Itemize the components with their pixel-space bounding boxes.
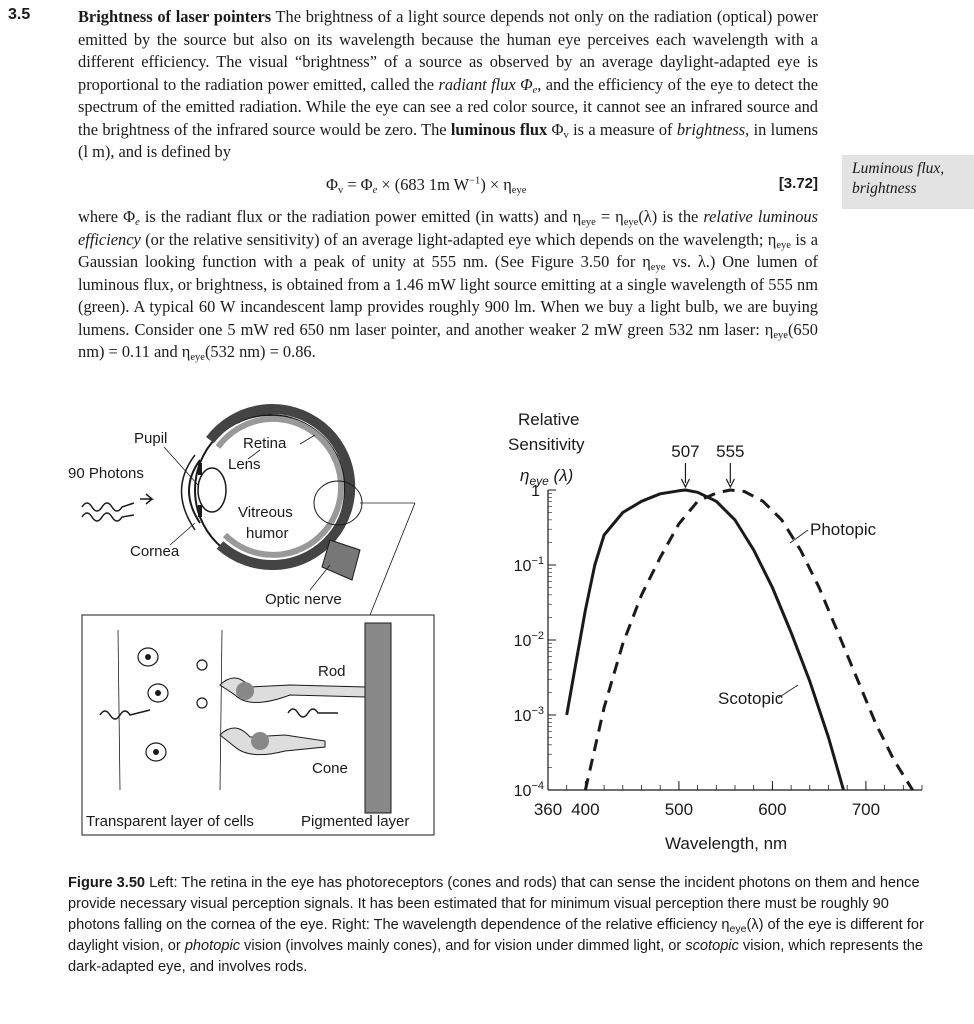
text-sub: eye — [581, 217, 596, 228]
y-tick-base: 10 — [513, 633, 532, 650]
equation — [326, 175, 526, 195]
eye-retina-diagram — [60, 395, 450, 840]
y-tick-exp: −3 — [531, 705, 544, 717]
label-vitreous-1: Vitreous — [238, 504, 293, 521]
text-span: (λ) is the — [638, 207, 704, 226]
problem-paragraph-1 — [78, 6, 818, 164]
label-retina: Retina — [243, 435, 287, 452]
photons-wave-icon — [82, 494, 152, 521]
bold-term: luminous flux — [450, 119, 548, 139]
eq-sup: −1 — [469, 175, 481, 187]
y-tick-base: 10 — [513, 708, 532, 725]
x-tick-label: 500 — [664, 800, 694, 819]
label-transparent-layer: Transparent layer of cells — [86, 813, 254, 830]
label-vitreous-2: humor — [246, 525, 289, 542]
chart-ylabel-1: Relative — [518, 410, 580, 429]
text-sub: e — [135, 217, 140, 228]
x-tick-label: 400 — [571, 800, 600, 819]
problem-number: 3.5 — [8, 6, 31, 23]
label-pigmented-layer: Pigmented layer — [301, 813, 410, 830]
caption-scotopic: scotopic — [685, 938, 739, 954]
y-tick-exp: −2 — [531, 630, 544, 642]
text-span: (or the relative sensitivity) of an average light-adapted eye which depends on the wavelength; η — [140, 229, 777, 249]
x-tick-label: 700 — [851, 800, 881, 819]
caption-text: Left: The retina in the eye has photoreceptors (cones and rods) that can sense the incident photons on them and hence provide necessary visual perception signals. It has been estimated that for minimum visual perception there must be roughly 90 photons falling on the cornea of the eye. Right: The wavelength dependence of the relative efficiency η — [68, 875, 920, 933]
x-tick-label: 600 — [758, 800, 787, 819]
series-line-scotopic — [567, 490, 844, 790]
y-tick-label — [514, 705, 544, 725]
text-sub: eye — [650, 262, 666, 273]
caption-text: (λ) of the eye is different for daylight vision, or — [68, 917, 924, 954]
y-tick-exp: −1 — [531, 555, 544, 567]
chart-xlabel: Wavelength, nm — [665, 834, 788, 853]
series-label-photopic: Photopic — [810, 520, 877, 539]
label-cornea: Cornea — [130, 543, 180, 560]
text-span: is a measure of — [568, 119, 677, 139]
eq-sub: e — [372, 185, 378, 196]
eq-part: × (683 1m W — [377, 175, 470, 194]
caption-sub: eye — [729, 923, 747, 935]
italic-term: relative luminous efficiency — [78, 207, 819, 249]
text-sub: eye — [773, 329, 788, 341]
eq-sub: eye — [511, 185, 527, 196]
text-span: = η — [595, 207, 624, 226]
chart-ylabel-2: Sensitivity — [508, 435, 585, 454]
problem-title: Brightness of laser pointers — [78, 7, 272, 26]
eq-sub: v — [337, 185, 344, 196]
y-tick-base: 1 — [531, 483, 540, 500]
eq-part: ) × η — [480, 175, 512, 194]
eq-part: Φ — [326, 175, 338, 194]
series-label-scotopic: Scotopic — [718, 689, 784, 708]
text-span: where Φ — [78, 207, 136, 226]
y-tick-base: 10 — [513, 558, 532, 575]
text-sub: eye — [776, 239, 791, 251]
text-span: Φ — [547, 119, 564, 139]
text-span: vs. λ.) One lumen of luminous flux, or brightness, is obtained from a 1.46 mW light source emitting at a single wavelength of 555 nm (green). A typical 60 W incandescent lamp provides roughly 900 lm. When we buy a light bulb, we are buying lumens. Consider one 5 mW red 650 nm laser pointer, and another weaker 2 mW green 532 nm laser: η — [78, 252, 818, 339]
caption-text: vision, which represents the dark-adapted eye, and involves rods. — [68, 938, 923, 975]
chart-peak-markers — [671, 442, 744, 487]
caption-text: vision (involves mainly cones), and for vision under dimmed light, or — [240, 938, 686, 954]
eq-part: = Φ — [343, 175, 373, 194]
text-span: is a Gaussian looking function with a peak of unity at 555 nm. (See Figure 3.50 for η — [78, 229, 818, 271]
x-tick-label: 360 — [533, 800, 563, 819]
sensitivity-chart — [480, 395, 960, 865]
y-tick-exp: −4 — [531, 780, 544, 792]
text-sub: eye — [190, 352, 205, 363]
peak-label: 555 — [716, 442, 745, 461]
ylabel-eta: η — [520, 466, 530, 485]
label-cone: Cone — [312, 760, 348, 777]
problem-paragraph-2 — [78, 206, 818, 364]
text-sub: eye — [623, 217, 639, 228]
equation-number: [3.72] — [778, 175, 818, 192]
y-tick-label — [514, 780, 544, 800]
text-sub: e — [532, 84, 538, 96]
caption-photopic: photopic — [184, 938, 240, 954]
label-optic-nerve: Optic nerve — [265, 591, 342, 608]
text-span: The brightness of a light source depends not only on the radiation (optical) power emitted by the source but also on its wavelength because the human eye perceives each wavelength with a different efficiency. The visual “brightness” of a source as observed by an average daylight-adapted eye is proportional to the radiation power emitted, called the — [78, 7, 818, 94]
italic-term: brightness — [676, 119, 746, 139]
ylabel-arg: (λ) — [548, 466, 574, 485]
peak-label: 507 — [671, 442, 700, 461]
text-span: (532 nm) = 0.86. — [204, 342, 316, 361]
caption-label: Figure 3.50 — [68, 875, 146, 891]
equation-line — [78, 175, 818, 199]
text-span: radiant flux Φ — [438, 74, 533, 94]
label-photons: 90 Photons — [68, 465, 144, 482]
label-pupil: Pupil — [134, 430, 168, 447]
ylabel-sub: eye — [529, 474, 549, 488]
y-tick-label — [514, 555, 544, 575]
figure-caption — [68, 873, 928, 978]
chart-ylabel-3 — [520, 466, 573, 488]
text-sub: v — [563, 129, 569, 141]
margin-note: Luminous flux, brightness — [842, 155, 974, 209]
label-lens: Lens — [228, 456, 261, 473]
text-span: is the radiant flux or the radiation power emitted (in watts) and η — [139, 207, 582, 226]
y-tick-label — [531, 483, 540, 500]
label-rod: Rod — [318, 663, 346, 680]
text-span: , and the efficiency of the eye to detect the spectrum of the emitted radiation. While the eye can see a red color source, it cannot see an infrared source and the brightness of the infrared source would be zero. The — [78, 74, 818, 139]
text-span: (650 nm) = 0.11 and η — [78, 319, 818, 361]
y-tick-base: 10 — [513, 783, 532, 800]
text-span: , in lumens (l m), and is defined by — [78, 119, 818, 161]
y-tick-label — [514, 630, 544, 650]
